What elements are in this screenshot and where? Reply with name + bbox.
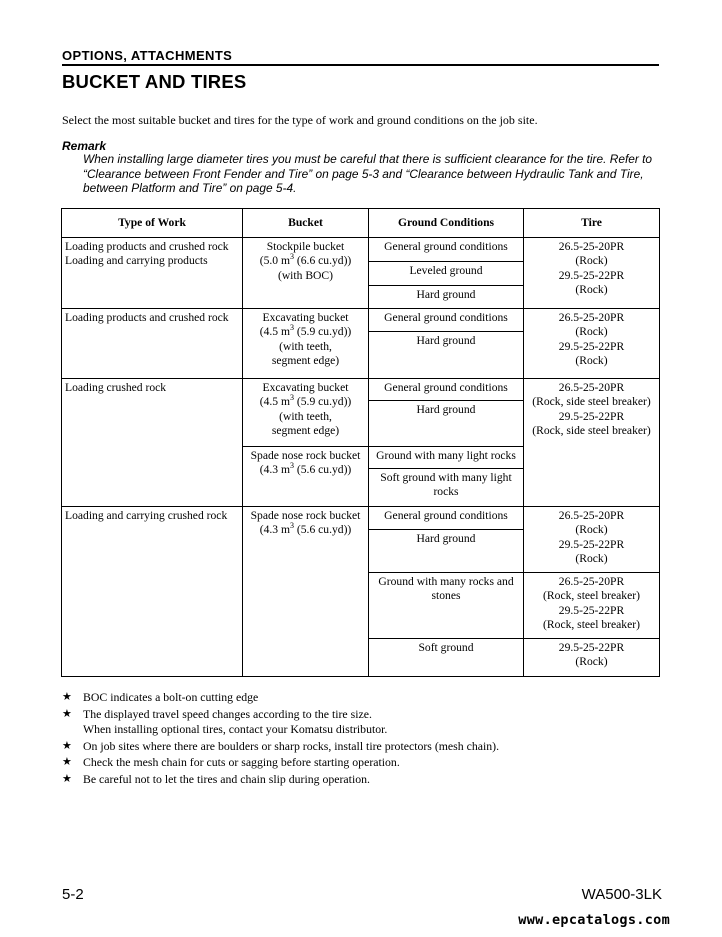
remark-text: When installing large diameter tires you must be careful that there is sufficient clearance for the tire. Refer to “Clearance between Front Fender and Tire” on page 5-3 and “Clearance between Hydraulic Tank and Tire, between Platform and Tire” on page 5-4. (83, 152, 653, 196)
bucket-name: Spade nose rock bucket (250, 509, 361, 522)
bucket-note: (with teeth, (279, 339, 332, 353)
star-icon: ★ (62, 691, 72, 703)
ground-condition-cell: Leveled ground (369, 262, 524, 286)
bucket-cell (243, 507, 369, 677)
ground-condition-cell: Soft ground with many light rocks (369, 469, 524, 507)
type-of-work-cell (62, 238, 243, 309)
table-row (62, 379, 660, 401)
type-of-work-text: Loading and carrying products (65, 254, 208, 268)
type-of-work-cell: Loading crushed rock (62, 379, 243, 507)
intro-text: Select the most suitable bucket and tires for the type of work and ground conditions on the job site. (62, 113, 538, 127)
tire-cell: 26.5-25-20PR (Rock) 29.5-25-22PR (Rock) (524, 309, 660, 379)
bucket-cell (243, 379, 369, 447)
note-item: ★ Be careful not to let the tires and chain slip during operation. (62, 771, 370, 786)
star-icon: ★ (62, 756, 72, 769)
ground-condition-cell: Hard ground (369, 332, 524, 379)
star-icon: ★ (62, 739, 72, 752)
note-item: ★ BOC indicates a bolt-on cutting edge (62, 690, 259, 704)
note-item: ★ On job sites where there are boulders or sharp rocks, install tire protectors (mesh chain). (62, 738, 500, 753)
note-item: ★ Check the mesh chain for cuts or sagging before starting operation. (62, 755, 400, 770)
bucket-capacity: (4.5 $m^3$ (5.9 cu.yd)) (259, 393, 352, 409)
tire-cell: 26.5-25-20PR (Rock, steel breaker) 29.5-25-22PR (Rock, steel breaker) (524, 573, 660, 639)
bucket-cell (243, 238, 369, 309)
model-number: WA500-3LK (581, 886, 662, 903)
column-header-tire: Tire (524, 209, 660, 238)
tire-cell: 26.5-25-20PR (Rock) 29.5-25-22PR (Rock) (524, 238, 660, 309)
bucket-name: Stockpile bucket (266, 240, 345, 253)
bucket-name: Excavating bucket (262, 381, 349, 394)
ground-condition-cell: Soft ground (369, 639, 524, 677)
star-icon: ★ (62, 772, 72, 785)
note-item: ★ The displayed travel speed changes according to the tire size. When installing optional tires, contact your Komatsu distributor. (62, 706, 388, 737)
ground-condition-cell: General ground conditions (369, 507, 524, 530)
table-row (62, 309, 660, 332)
ground-condition-cell: General ground conditions (369, 238, 524, 262)
type-of-work-cell: Loading and carrying crushed rock (62, 507, 243, 677)
tire-cell: 26.5-25-20PR (Rock, side steel breaker) 29.5-25-22PR (Rock, side steel breaker) (524, 379, 660, 507)
bucket-tire-table (61, 208, 660, 677)
page-number: 5-2 (62, 886, 84, 903)
table-row (62, 238, 660, 262)
bucket-note: (with BOC) (277, 268, 334, 282)
ground-condition-cell: Ground with many rocks and stones (369, 573, 524, 639)
ground-condition-cell: Hard ground (369, 401, 524, 447)
column-header-ground-conditions: Ground Conditions (369, 209, 524, 238)
type-of-work-cell: Loading products and crushed rock (62, 309, 243, 379)
ground-condition-cell: Ground with many light rocks (369, 447, 524, 469)
ground-condition-cell: Hard ground (369, 286, 524, 309)
bucket-note: (with teeth, (279, 409, 332, 423)
bucket-capacity: (4.3 $m^3$ (5.6 cu.yd)) (259, 461, 352, 477)
bucket-note: segment edge) (271, 354, 340, 368)
bucket-capacity: (5.0 $m^3$ (6.6 cu.yd)) (259, 252, 352, 268)
notes-list (62, 690, 662, 789)
bucket-note: segment edge) (271, 424, 340, 438)
bucket-name: Excavating bucket (262, 311, 349, 324)
bucket-capacity: (4.5 $m^3$ (5.9 cu.yd)) (259, 323, 352, 339)
bucket-cell (243, 309, 369, 379)
star-icon: ★ (62, 707, 72, 720)
table-header-row (62, 209, 660, 238)
bucket-name: Spade nose rock bucket (250, 449, 361, 462)
ground-condition-cell: General ground conditions (369, 379, 524, 401)
table-row (62, 507, 660, 530)
column-header-type-of-work: Type of Work (62, 209, 243, 238)
tire-cell: 26.5-25-20PR (Rock) 29.5-25-22PR (Rock) (524, 507, 660, 573)
tire-cell: 29.5-25-22PR (Rock) (524, 639, 660, 677)
column-header-bucket: Bucket (243, 209, 369, 238)
type-of-work-text: Loading products and crushed rock (65, 240, 229, 253)
page-title: BUCKET AND TIRES (62, 71, 247, 92)
ground-condition-cell: General ground conditions (369, 309, 524, 332)
section-header: OPTIONS, ATTACHMENTS (62, 48, 659, 66)
bucket-capacity: (4.3 $m^3$ (5.6 cu.yd)) (259, 521, 352, 537)
watermark-url: www.epcatalogs.com (518, 912, 670, 928)
remark-label: Remark (62, 139, 107, 153)
bucket-cell (243, 447, 369, 507)
ground-condition-cell: Hard ground (369, 530, 524, 573)
